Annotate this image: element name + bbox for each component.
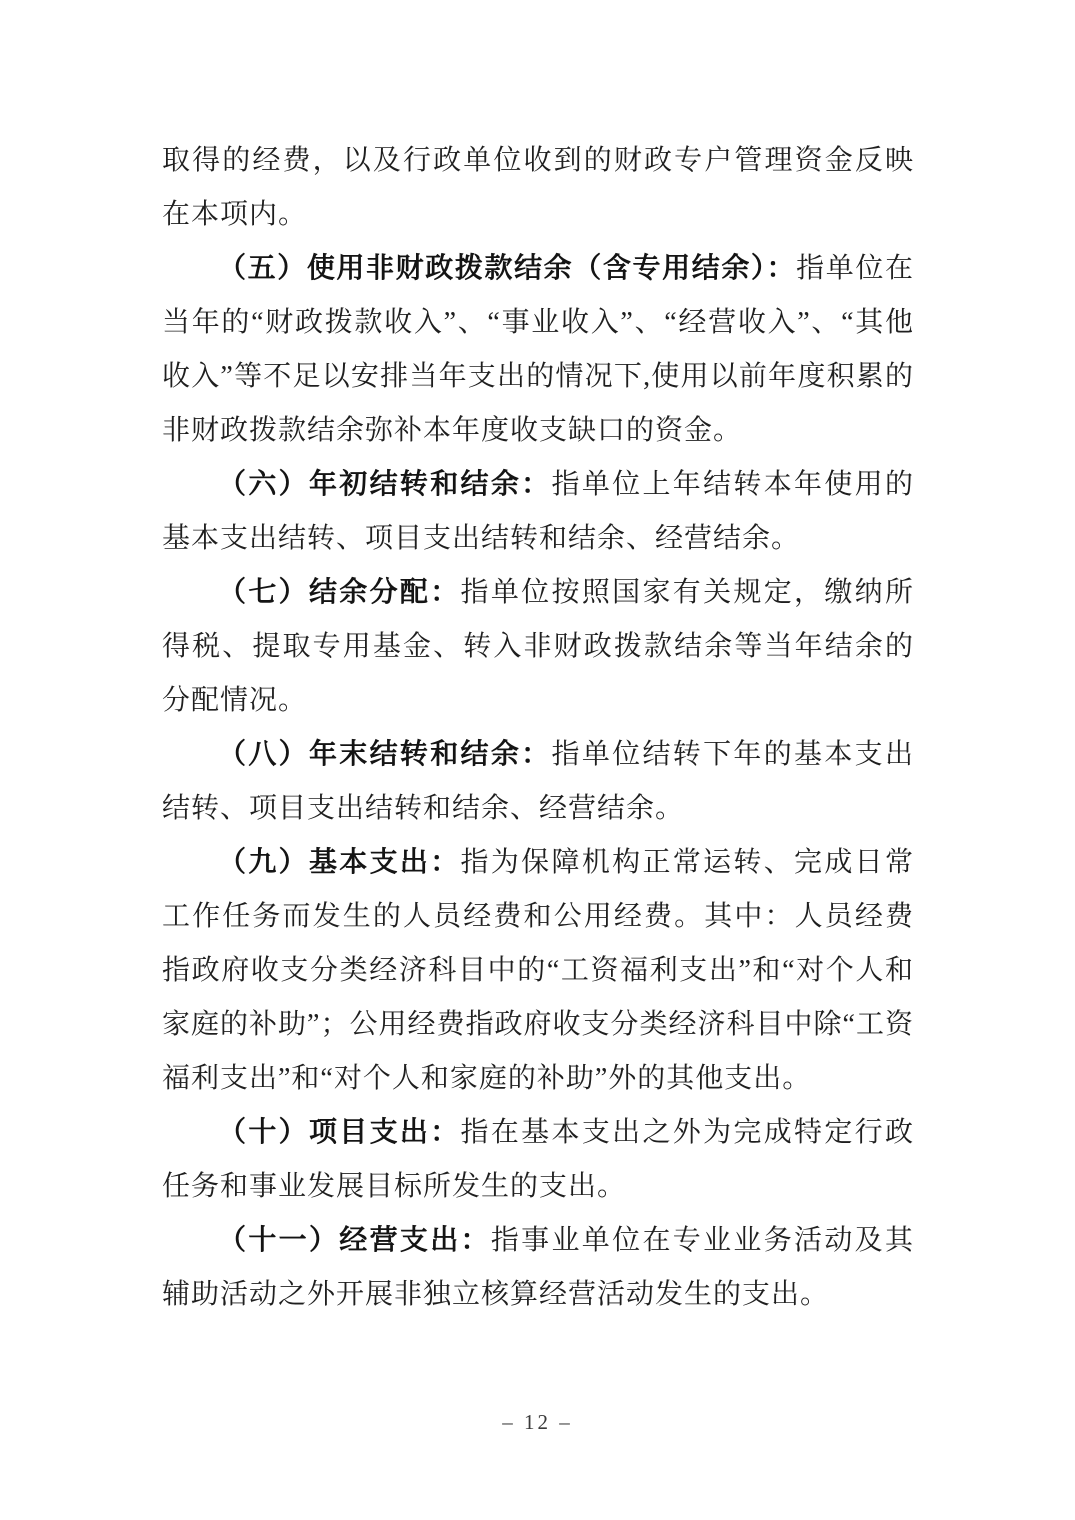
paragraph-text: 取得的经费，以及行政单位收到的财政专户管理资金反映在本项内。: [162, 145, 914, 230]
paragraph: [162, 458, 914, 566]
paragraph: [162, 728, 914, 836]
paragraph-text: 指为保障机构正常运转、完成日常工作任务而发生的人员经费和公用经费。其中：人员经费指政府收支分类经济科目中的“工资福利支出”和“对个人和家庭的补助”；公用经费指政府收支分类经济科目中除“工资福利支出”和“对个人和家庭的补助”外的其他支出。: [162, 847, 914, 1094]
paragraph: [162, 1214, 914, 1322]
paragraph: [162, 1106, 914, 1214]
paragraph: [162, 242, 914, 458]
paragraph-text: 指单位结转下年的基本支出结转、项目支出结转和结余、经营结余。: [162, 739, 914, 824]
paragraph: [162, 836, 914, 1106]
document-body: [162, 134, 914, 1322]
paragraph-heading: （十一）经营支出：: [218, 1225, 491, 1256]
paragraph-heading: （五）使用非财政拨款结余（含专用结余）：: [218, 253, 797, 284]
paragraph-heading: （七）结余分配：: [218, 577, 461, 608]
paragraph: [162, 134, 914, 242]
paragraph-text: 指单位按照国家有关规定，缴纳所得税、提取专用基金、转入非财政拨款结余等当年结余的分配情况。: [162, 577, 914, 716]
paragraph-text: 指单位在当年的“财政拨款收入”、“事业收入”、“经营收入”、“其他收入”等不足以安排当年支出的情况下,使用以前年度积累的非财政拨款结余弥补本年度收支缺口的资金。: [162, 253, 914, 446]
paragraph: [162, 566, 914, 728]
paragraph-text: 指事业单位在专业业务活动及其辅助活动之外开展非独立核算经营活动发生的支出。: [162, 1225, 914, 1310]
paragraph-heading: （六）年初结转和结余：: [218, 469, 552, 500]
paragraph-text: 指单位上年结转本年使用的基本支出结转、项目支出结转和结余、经营结余。: [162, 469, 914, 554]
page-number: – 12 –: [502, 1410, 573, 1434]
paragraph-heading: （八）年末结转和结余：: [218, 739, 552, 770]
page-footer: [0, 1402, 1075, 1442]
paragraph-heading: （九）基本支出：: [218, 847, 461, 878]
paragraph-heading: （十）项目支出：: [218, 1117, 461, 1148]
paragraph-text: 指在基本支出之外为完成特定行政任务和事业发展目标所发生的支出。: [162, 1117, 914, 1202]
